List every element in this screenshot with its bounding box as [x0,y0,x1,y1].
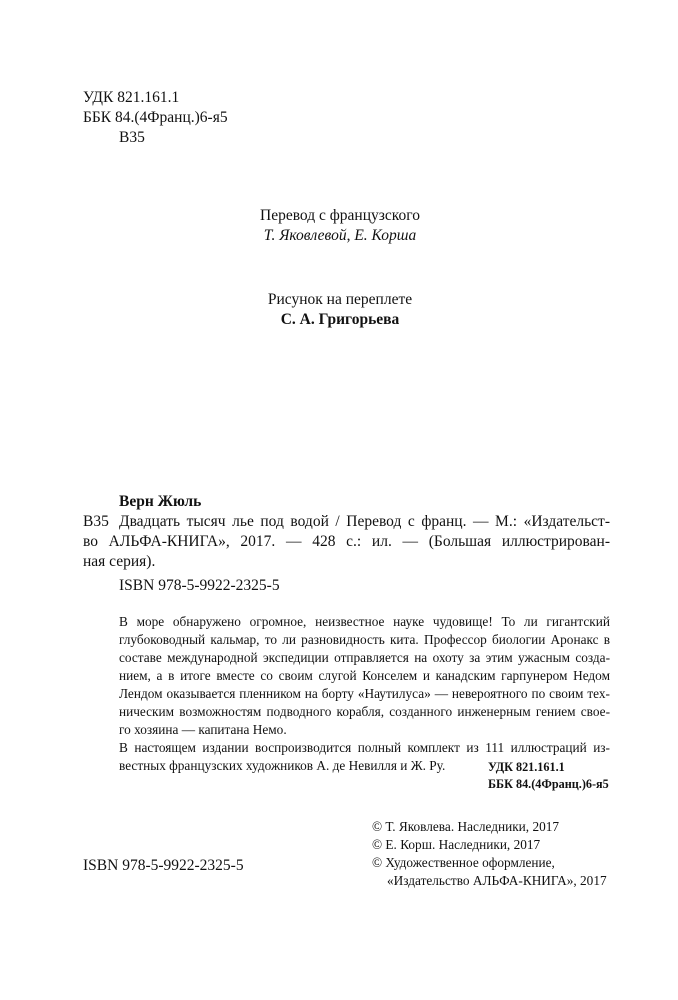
udk-code: УДК 821.161.1 [83,89,180,106]
cover-artist: С. А. Григорьева [280,311,400,328]
annotation-line: В настоящем издании воспроизводится полный комплект из 111 иллюстраций из- [119,740,610,755]
annotation-line: Лендом оказывается пленником на борту «Наутилуса» — невероятного по своим тех- [119,686,610,701]
annotation-line: го хозяина — капитана Немо. [119,722,287,737]
catalog-isbn: ISBN 978-5-9922-2325-5 [119,577,280,594]
translator-separator: , [346,227,355,244]
footer-udk-code: УДК 821.161.1 [488,760,565,774]
cover-art-label: Рисунок на переплете [267,291,413,308]
annotation-line: глубоководный кальмар, то ли разновидность кита. Профессор биологии Аронакс в [119,632,610,647]
catalog-mark: В35 [83,513,109,530]
annotation-line: В море обнаружено огромное, неизвестное науке чудовище! То ли гигантский [119,614,610,629]
translators [200,226,480,246]
translation-label: Перевод с французского [260,207,420,224]
footer-bbk-code: ББК 84.(4Франц.)6-я5 [488,777,609,791]
translator-2: Е. Корша [354,227,417,244]
annotation-line: составе международной экспедиции отправляется на охоту за этим ужасным созда- [119,650,610,665]
annotation-line: ническим возможностям подводного корабля, созданного инженерным гением свое- [119,704,610,719]
annotation-line: нием, а в итоге вместе со своим слугой Конселем и канадским гарпунером Недом [119,668,610,683]
annotation-line: вестных французских художников А. де Невилля и Ж. Ру. [119,758,446,773]
bbk-code: ББК 84.(4Франц.)6-я5 [83,109,228,126]
translator-1: Т. Яковлевой [263,227,347,244]
author-mark: В35 [119,129,145,146]
annotation [119,613,610,775]
copyright-line: © Художественное оформление, [372,855,555,870]
copyright-line: © Т. Яковлева. Наследники, 2017 [372,819,560,834]
bottom-isbn: ISBN 978-5-9922-2325-5 [83,857,244,874]
catalog-description-line: во АЛЬФА-КНИГА», 2017. — 428 с.: ил. — (Большая иллюстрирован- [83,533,610,550]
catalog-description-line: ная серия). [83,553,156,570]
copyright-line: © Е. Корш. Наследники, 2017 [372,837,541,852]
catalog-description-line: Двадцать тысяч лье под водой / Перевод с франц. — М.: «Издательст- [119,513,610,530]
catalog-author: Верн Жюль [119,493,202,510]
copyright-line: «Издательство АЛЬФА-КНИГА», 2017 [387,873,607,888]
